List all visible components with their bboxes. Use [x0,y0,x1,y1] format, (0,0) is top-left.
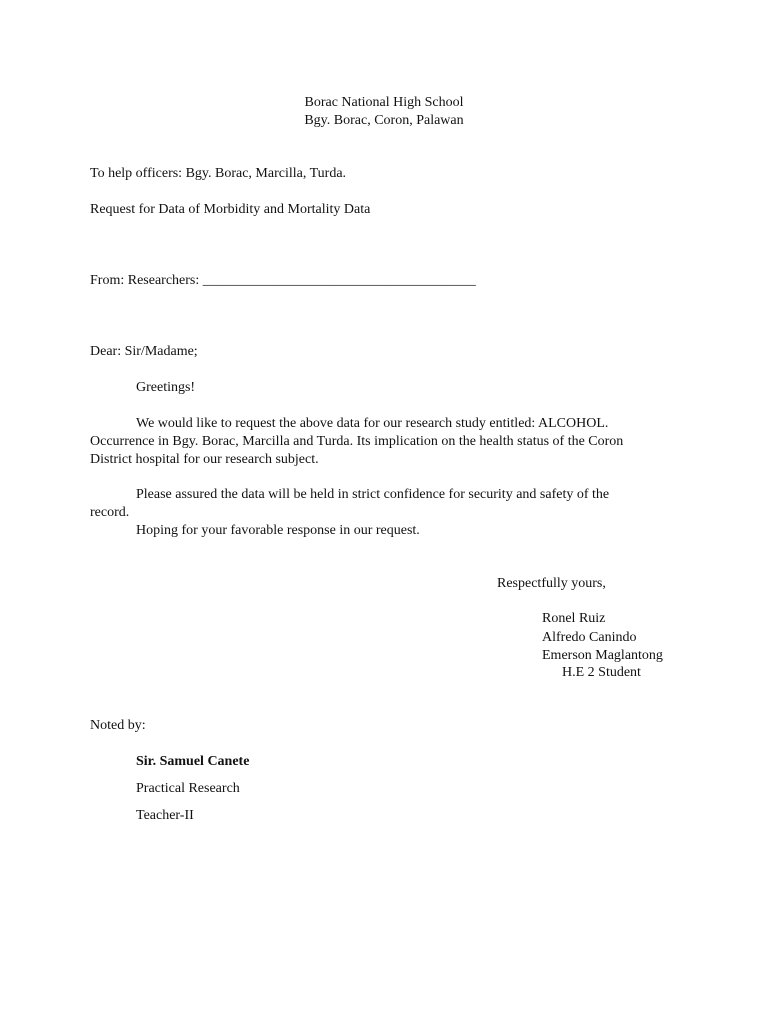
paragraph1-line1: We would like to request the above data for our research study entitled: ALCOHOL. [136,416,609,431]
signatory-2: Alfredo Canindo [542,630,637,645]
paragraph1-line2: Occurrence in Bgy. Borac, Marcilla and Turda. Its implication on the health status of the Coron [90,434,624,449]
noted-by-label: Noted by: [90,718,146,733]
noted-by-title: Teacher-II [136,808,194,823]
from-line: From: Researchers: _______________________________________ [90,273,476,288]
paragraph1-line3: District hospital for our research subject. [90,452,319,467]
subject-line: Request for Data of Morbidity and Mortality Data [90,202,371,217]
paragraph2-line2: record. [90,505,130,520]
salutation: Dear: Sir/Madame; [90,344,198,359]
noted-by-name: Sir. Samuel Canete [136,754,250,769]
valediction: Respectfully yours, [497,576,606,591]
to-line: To help officers: Bgy. Borac, Marcilla, Turda. [90,166,347,181]
signatory-1: Ronel Ruiz [542,611,606,626]
paragraph3: Hoping for your favorable response in our request. [136,523,420,538]
school-name: Borac National High School [304,95,464,110]
noted-by-position: Practical Research [136,781,240,796]
signatory-role: H.E 2 Student [562,665,641,680]
greeting: Greetings! [136,380,196,395]
signatory-3: Emerson Maglantong [542,648,663,663]
paragraph2-line1: Please assured the data will be held in strict confidence for security and safety of the [136,487,610,502]
school-address: Bgy. Borac, Coron, Palawan [304,113,464,128]
